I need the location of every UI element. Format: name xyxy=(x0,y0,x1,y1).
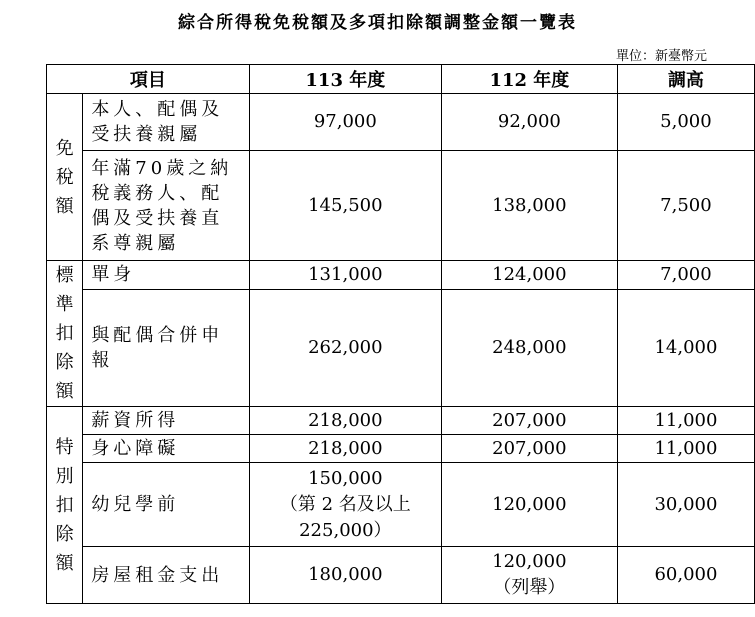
value-raise: 7,000 xyxy=(617,261,754,290)
item-cell: 與配偶合併申 報 xyxy=(83,289,249,406)
table-row xyxy=(47,151,755,261)
header-item: 項目 xyxy=(47,65,250,94)
value-113: 131,000 xyxy=(249,261,441,290)
header-raise: 調高 xyxy=(617,65,754,94)
value-113: 218,000 xyxy=(249,407,441,435)
unit-label: 單位：新臺幣元 xyxy=(615,49,707,64)
item-cell: 薪資所得 xyxy=(83,407,249,435)
item-cell: 年滿70歲之納 稅義務人、配 偶及受扶養直 系尊親屬 xyxy=(83,151,249,261)
value-112: 120,000 xyxy=(441,463,617,547)
table-row xyxy=(47,407,755,435)
value-113: 145,500 xyxy=(249,151,441,261)
value-112: 207,000 xyxy=(441,407,617,435)
value-112: 138,000 xyxy=(441,151,617,261)
group-label-standard: 標 準 扣 除 額 xyxy=(47,261,83,407)
table-row xyxy=(47,289,755,406)
item-cell: 房屋租金支出 xyxy=(83,547,249,604)
table-row xyxy=(47,463,755,547)
header-113: 113 年度 xyxy=(249,65,441,94)
value-raise: 11,000 xyxy=(617,435,754,463)
value-raise: 11,000 xyxy=(617,407,754,435)
item-cell: 身心障礙 xyxy=(83,435,249,463)
table-row xyxy=(47,435,755,463)
item-cell: 幼兒學前 xyxy=(83,463,249,547)
value-raise: 5,000 xyxy=(617,94,754,151)
header-row xyxy=(47,65,755,94)
item-cell: 本人、配偶及 受扶養親屬 xyxy=(83,94,249,151)
adjustment-table xyxy=(46,64,755,604)
table-row xyxy=(47,94,755,151)
header-112: 112 年度 xyxy=(441,65,617,94)
table-row xyxy=(47,547,755,604)
value-113: 180,000 xyxy=(249,547,441,604)
value-raise: 30,000 xyxy=(617,463,754,547)
value-raise: 14,000 xyxy=(617,289,754,406)
value-113: 218,000 xyxy=(249,435,441,463)
value-112: 248,000 xyxy=(441,289,617,406)
value-112: 92,000 xyxy=(441,94,617,151)
value-112: 207,000 xyxy=(441,435,617,463)
value-113: 97,000 xyxy=(249,94,441,151)
value-raise: 60,000 xyxy=(617,547,754,604)
value-113: 262,000 xyxy=(249,289,441,406)
value-112: 124,000 xyxy=(441,261,617,290)
group-label-special: 特 別 扣 除 額 xyxy=(47,407,83,604)
table-row xyxy=(47,261,755,290)
item-cell: 單身 xyxy=(83,261,249,290)
group-label-exemption: 免 稅 額 xyxy=(47,94,83,261)
value-113: 150,000 （第 2 名及以上 225,000） xyxy=(249,463,441,547)
value-112: 120,000 （列舉） xyxy=(441,547,617,604)
value-raise: 7,500 xyxy=(617,151,754,261)
page-title: 綜合所得稅免稅額及多項扣除額調整金額一覽表 xyxy=(178,13,577,33)
